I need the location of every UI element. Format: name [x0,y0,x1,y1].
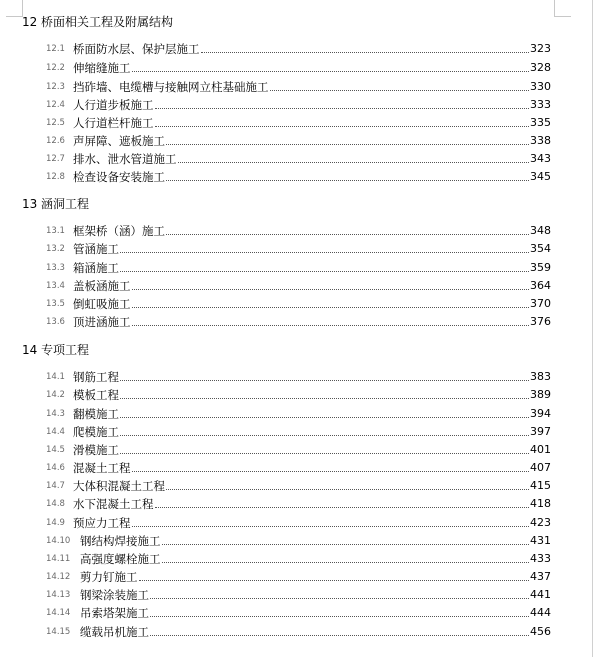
entry-title: 吊索塔架施工 [80,606,149,620]
entry-number: 12.3 [46,82,65,92]
entry-number: 12.5 [46,118,65,128]
entry-title: 爬模施工 [73,425,119,439]
entry-title: 桥面防水层、保护层施工 [73,42,200,56]
toc-entry[interactable] [46,423,551,439]
toc-entry[interactable] [46,114,551,130]
entry-number: 12.8 [46,172,65,182]
entry-title: 水下混凝土工程 [73,497,154,511]
entry-number: 12.1 [46,44,65,54]
entry-page: 423 [530,516,551,529]
entry-title: 挡砟墙、电缆槽与接触网立柱基础施工 [73,80,269,94]
entry-page: 433 [530,552,551,565]
dot-leader [201,51,530,53]
entry-number: 12.2 [46,63,65,73]
toc-entry[interactable] [46,313,551,329]
toc-entry[interactable] [46,623,551,639]
entry-title: 滑模施工 [73,443,119,457]
entry-page: 330 [530,80,551,93]
toc-entry[interactable] [46,78,551,94]
toc-entry[interactable] [46,586,551,602]
entry-page: 456 [530,625,551,638]
dot-leader [139,579,530,581]
dot-leader [166,233,529,235]
chapter-title: 桥面相关工程及附属结构 [41,15,174,29]
entry-number: 14.2 [46,390,65,400]
dot-leader [166,179,529,181]
dot-leader [150,597,529,599]
dot-leader [120,379,529,381]
entry-number: 14.5 [46,445,65,455]
entry-title: 伸缩缝施工 [73,61,131,75]
entry-title: 箱涵施工 [73,261,119,275]
entry-number: 14.14 [46,608,71,618]
entry-title: 顶进涵施工 [73,315,131,329]
entry-title: 缆载吊机施工 [80,625,149,639]
chapter-number: 12 [22,15,38,29]
toc-entry[interactable] [46,459,551,475]
entry-title: 声屏障、遮板施工 [73,134,165,148]
entry-page: 345 [530,170,551,183]
dot-leader [162,561,530,563]
entry-number: 14.15 [46,627,71,637]
dot-leader [150,615,529,617]
entry-number: 14.7 [46,481,65,491]
toc-entry[interactable] [46,568,551,584]
dot-leader [120,251,529,253]
entry-title: 倒虹吸施工 [73,297,131,311]
dot-leader [155,506,530,508]
entry-page: 441 [530,588,551,601]
entry-page: 401 [530,443,551,456]
toc-entry[interactable] [46,477,551,493]
toc-entry[interactable] [46,604,551,620]
entry-title: 大体积混凝土工程 [73,479,165,493]
chapter-heading [22,342,89,358]
entry-number: 13.1 [46,226,65,236]
entry-page: 338 [530,134,551,147]
toc-entry[interactable] [46,514,551,530]
entry-page: 359 [530,261,551,274]
entry-page: 335 [530,116,551,129]
entry-title: 模板工程 [73,388,119,402]
entry-page: 333 [530,98,551,111]
dot-leader [166,143,529,145]
dot-leader [132,70,530,72]
dot-leader [150,634,529,636]
dot-leader [178,161,530,163]
toc-entry[interactable] [46,40,551,56]
dot-leader [166,488,529,490]
toc-entry[interactable] [46,222,551,238]
toc-entry[interactable] [46,368,551,384]
page-corner-mark-left [6,0,23,17]
dot-leader [120,416,529,418]
entry-title: 钢梁涂装施工 [80,588,149,602]
entry-number: 13.6 [46,317,65,327]
entry-title: 钢结构焊接施工 [80,534,161,548]
entry-number: 14.11 [46,554,71,564]
dot-leader [132,525,530,527]
dot-leader [155,125,530,127]
entry-number: 13.2 [46,244,65,254]
toc-entry[interactable] [46,59,551,75]
toc-entry[interactable] [46,386,551,402]
entry-number: 14.3 [46,409,65,419]
entry-page: 397 [530,425,551,438]
chapter-number: 13 [22,197,38,211]
entry-title: 混凝土工程 [73,461,131,475]
entry-title: 框架桥（涵）施工 [73,224,165,238]
entry-title: 高强度螺栓施工 [80,552,161,566]
dot-leader [120,397,529,399]
entry-page: 348 [530,224,551,237]
entry-number: 14.1 [46,372,65,382]
entry-title: 检查设备安装施工 [73,170,165,184]
entry-title: 钢筋工程 [73,370,119,384]
toc-entry[interactable] [46,550,551,566]
dot-leader [120,270,529,272]
entry-page: 364 [530,279,551,292]
toc-entry[interactable] [46,441,551,457]
chapter-title: 专项工程 [41,343,90,357]
entry-page: 389 [530,388,551,401]
entry-page: 343 [530,152,551,165]
entry-page: 444 [530,606,551,619]
entry-number: 14.4 [46,427,65,437]
dot-leader [155,107,530,109]
entry-title: 管涵施工 [73,242,119,256]
entry-page: 323 [530,42,551,55]
dot-leader [132,324,530,326]
dot-leader [132,470,530,472]
entry-title: 翻模施工 [73,407,119,421]
entry-number: 12.7 [46,154,65,164]
page-corner-mark-right [554,0,571,17]
toc-entry[interactable] [46,405,551,421]
entry-number: 14.8 [46,499,65,509]
entry-page: 431 [530,534,551,547]
toc-entry[interactable] [46,259,551,275]
entry-number: 13.5 [46,299,65,309]
dot-leader [162,543,530,545]
entry-number: 14.9 [46,518,65,528]
dot-leader [270,89,530,91]
entry-title: 盖板涵施工 [73,279,131,293]
dot-leader [120,452,529,454]
toc-entry[interactable] [46,150,551,166]
toc-entry[interactable] [46,277,551,293]
entry-number: 12.6 [46,136,65,146]
chapter-heading [22,14,173,30]
entry-number: 14.6 [46,463,65,473]
entry-number: 14.13 [46,590,71,600]
entry-page: 407 [530,461,551,474]
entry-title: 人行道栏杆施工 [73,116,154,130]
entry-title: 人行道步板施工 [73,98,154,112]
dot-leader [132,288,530,290]
entry-page: 394 [530,407,551,420]
entry-page: 415 [530,479,551,492]
entry-number: 13.4 [46,281,65,291]
toc-entry[interactable] [46,132,551,148]
entry-page: 370 [530,297,551,310]
entry-number: 13.3 [46,263,65,273]
toc-entry[interactable] [46,495,551,511]
toc-entry[interactable] [46,532,551,548]
toc-entry[interactable] [46,295,551,311]
dot-leader [120,434,529,436]
entry-title: 剪力钉施工 [80,570,138,584]
entry-number: 12.4 [46,100,65,110]
entry-number: 14.10 [46,536,71,546]
dot-leader [132,306,530,308]
toc-entry[interactable] [46,168,551,184]
chapter-title: 涵洞工程 [41,197,90,211]
entry-page: 328 [530,61,551,74]
entry-page: 418 [530,497,551,510]
entry-number: 14.12 [46,572,71,582]
entry-title: 预应力工程 [73,516,131,530]
chapter-heading [22,196,89,212]
entry-page: 354 [530,242,551,255]
entry-page: 437 [530,570,551,583]
entry-title: 排水、泄水管道施工 [73,152,177,166]
entry-page: 376 [530,315,551,328]
toc-entry[interactable] [46,96,551,112]
chapter-number: 14 [22,343,38,357]
entry-page: 383 [530,370,551,383]
toc-entry[interactable] [46,240,551,256]
